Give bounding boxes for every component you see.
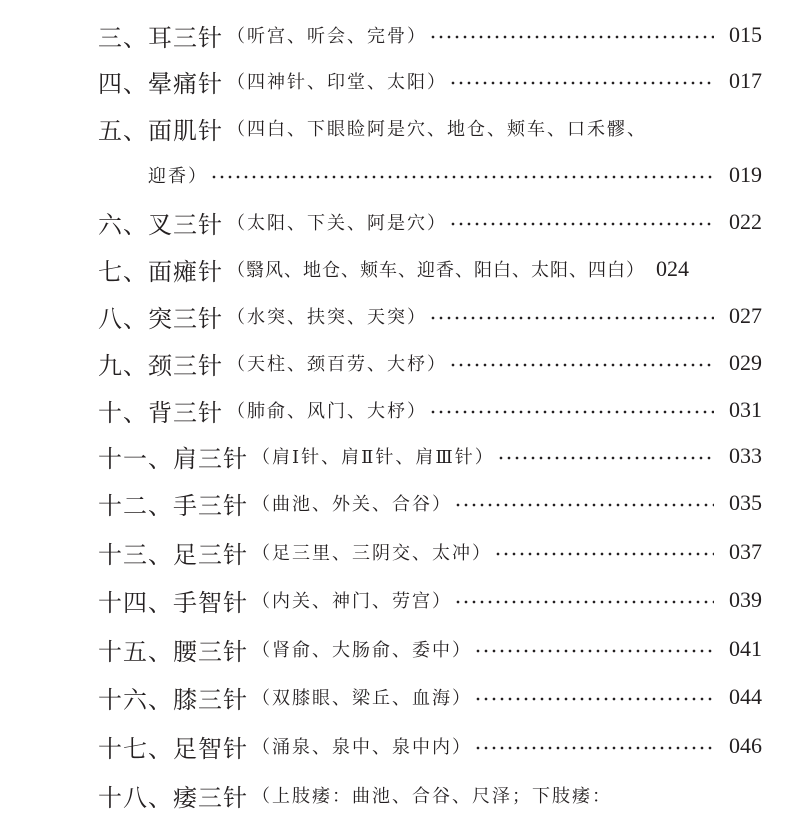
page-number: 024	[656, 256, 689, 281]
toc-entry-tu-three-needles[interactable]	[98, 299, 762, 333]
toc-entry-waist-three-needles[interactable]	[98, 632, 762, 666]
page-number: 027	[729, 303, 762, 328]
entry-acupoints: （双膝眼、梁丘、血海）	[252, 688, 472, 709]
entry-title: 九、颈三针	[98, 351, 223, 380]
entry-acupoints: （上肢痿：曲池、合谷、尺泽；下肢痿：	[252, 786, 612, 807]
page-number: 033	[729, 443, 762, 468]
dot-leader	[449, 363, 714, 367]
page-number: 031	[729, 397, 762, 422]
entry-title: 十六、膝三针	[98, 685, 248, 714]
toc-entry-facial-muscle-needles[interactable]	[98, 111, 762, 145]
entry-acupoints: （太阳、下关、阿是穴）	[227, 213, 447, 234]
dot-leader	[454, 600, 714, 604]
entry-acupoints: （肾俞、大肠俞、委中）	[252, 640, 472, 661]
entry-acupoints: （涌泉、泉中、泉中内）	[252, 737, 472, 758]
entry-title: 十四、手智针	[98, 588, 248, 617]
dot-leader	[474, 649, 714, 653]
entry-acupoints: （翳风、地仓、颊车、迎香、阳白、太阳、四白）	[227, 260, 645, 281]
page-number: 046	[729, 733, 762, 758]
page-number: 029	[729, 350, 762, 375]
entry-title: 四、晕痛针	[98, 69, 223, 98]
entry-title: 十、背三针	[98, 398, 223, 427]
entry-acupoints: （肩Ⅰ针、肩Ⅱ针、肩Ⅲ针）	[252, 447, 495, 468]
page-number: 022	[729, 209, 762, 234]
entry-acupoints: （听宫、听会、完骨）	[227, 26, 427, 47]
entry-acupoints-continued: 迎香）	[148, 166, 208, 187]
dot-leader	[497, 456, 714, 460]
dot-leader	[474, 697, 714, 701]
dot-leader	[429, 410, 714, 414]
dot-leader	[449, 222, 714, 226]
entry-title: 十三、足三针	[98, 540, 248, 569]
toc-entry-continuation[interactable]	[148, 158, 762, 192]
page-number: 015	[729, 22, 762, 47]
page-number: 041	[729, 636, 762, 661]
dot-leader	[429, 35, 714, 39]
toc-entry-facial-paralysis-needles[interactable]	[98, 252, 762, 286]
toc-entry-hand-intelligence-needles[interactable]	[98, 583, 762, 617]
toc-entry-hand-three-needles[interactable]	[98, 486, 762, 520]
entry-title: 七、面瘫针	[98, 257, 223, 286]
entry-acupoints: （肺俞、风门、大杼）	[227, 401, 427, 422]
entry-title: 十二、手三针	[98, 491, 248, 520]
entry-title: 五、面肌针	[98, 116, 223, 145]
page-number: 035	[729, 490, 762, 515]
dot-leader	[454, 503, 714, 507]
entry-title: 十一、肩三针	[98, 444, 248, 473]
toc-entry-trigeminal-needles[interactable]	[98, 205, 762, 239]
entry-title: 十七、足智针	[98, 734, 248, 763]
dot-leader	[210, 175, 714, 179]
page-number: 037	[729, 539, 762, 564]
dot-leader	[449, 81, 714, 85]
entry-acupoints: （天柱、颈百劳、大杼）	[227, 354, 447, 375]
dot-leader	[494, 552, 714, 556]
page-number: 039	[729, 587, 762, 612]
entry-acupoints: （内关、神门、劳宫）	[252, 591, 452, 612]
page-number: 017	[729, 68, 762, 93]
toc-entry-atrophy-three-needles[interactable]	[98, 778, 762, 812]
entry-title: 三、耳三针	[98, 23, 223, 52]
entry-acupoints: （曲池、外关、合谷）	[252, 494, 452, 515]
toc-entry-neck-three-needles[interactable]	[98, 346, 762, 380]
toc-entry-knee-three-needles[interactable]	[98, 680, 762, 714]
entry-acupoints: （四白、下眼睑阿是穴、地仓、颊车、口禾髎、	[227, 119, 647, 140]
entry-acupoints: （四神针、印堂、太阳）	[227, 72, 447, 93]
entry-title: 十五、腰三针	[98, 637, 248, 666]
dot-leader	[474, 746, 714, 750]
entry-title: 八、突三针	[98, 304, 223, 333]
dot-leader	[429, 316, 714, 320]
entry-title: 十八、痿三针	[98, 783, 248, 812]
page-number: 044	[729, 684, 762, 709]
entry-acupoints: （足三里、三阴交、太冲）	[252, 543, 492, 564]
toc-entry-foot-intelligence-needles[interactable]	[98, 729, 762, 763]
toc-entry-back-three-needles[interactable]	[98, 393, 762, 427]
toc-entry-foot-three-needles[interactable]	[98, 535, 762, 569]
page-number: 019	[729, 162, 762, 187]
entry-title: 六、叉三针	[98, 210, 223, 239]
toc-entry-ear-three-needles[interactable]	[98, 18, 762, 52]
entry-acupoints: （水突、扶突、天突）	[227, 307, 427, 328]
toc-entry-dizziness-needles[interactable]	[98, 64, 762, 98]
toc-entry-shoulder-three-needles[interactable]	[98, 439, 762, 473]
